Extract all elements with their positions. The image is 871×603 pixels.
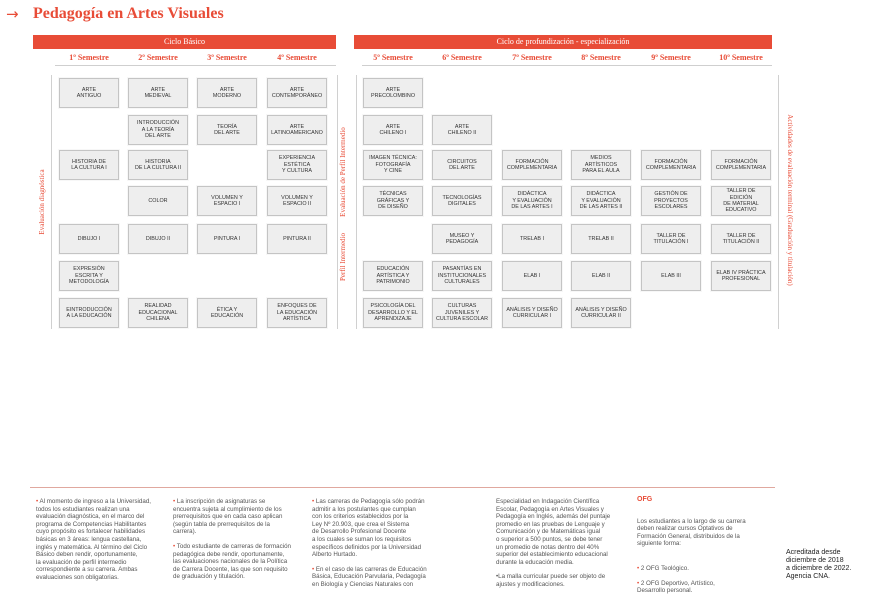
course-box: TECNOLOGÍAS DIGITALES <box>432 186 492 216</box>
footer-note-adjustments: •La malla curricular puede ser objeto de ajustes y modificaciones. <box>496 573 606 588</box>
semester-header-4: 4º Semestre <box>277 53 317 62</box>
course-box: ARTE CHILENO II <box>432 115 492 145</box>
ofg-description: Los estudiantes a lo largo de su carrera deben realizar cursos Optativos de Formación General, distribuidos de la siguiente forma: <box>637 517 746 548</box>
course-box: EXPERIENCIA ESTÉTICA Y CULTURA <box>267 150 327 180</box>
course-box: HISTORIA DE LA CULTURA II <box>128 150 188 180</box>
course-box: FORMACIÓN COMPLEMENTARIA <box>711 150 771 180</box>
footer-col-2 <box>173 498 301 588</box>
course-box: ELAB III <box>641 261 701 291</box>
course-box: ÉTICA Y EDUCACIÓN <box>197 298 257 328</box>
right-guide-line <box>778 75 779 329</box>
footer-note-diagnostic: • Al momento de ingreso a la Universidad, todos los estudiantes realizan una evaluación diagnóstica, en el marco del programa de Competencias Habilitantes cuyo propósito es fortalecer habilidades básicas en 3 áreas: lengua castellana, inglés y matemática. Al término del Ciclo Básico deben rendir, oportunamente, la evaluación de perfil intermedio correspondiente a su carrera. Ambas evaluaciones son obligatorias. <box>36 498 151 581</box>
course-box: TALLER DE TITULACIÓN II <box>711 224 771 254</box>
course-box: TALLER DE TITULACIÓN I <box>641 224 701 254</box>
course-box: ARTE MEDIEVAL <box>128 78 188 108</box>
semester-header-5: 5º Semestre <box>373 53 413 62</box>
course-box: DIBUJO II <box>128 224 188 254</box>
course-box: PSICOLOGÍA DEL DESARROLLO Y EL APRENDIZAJE <box>363 298 423 328</box>
diagnostic-eval-label: Evaluación diagnóstica <box>38 169 46 235</box>
semester-divider-basic <box>55 65 336 66</box>
course-box: TRELAB I <box>502 224 562 254</box>
semester-header-2: 2º Semestre <box>138 53 178 62</box>
footer-note-prerequisites: • La inscripción de asignaturas se encuentra sujeta al cumplimiento de los prerrequisitos que en cada caso aplican (según tabla de prerrequisitos de la carrera). <box>173 498 283 536</box>
ofg-item-theological: • 2 OFG Teológico. <box>637 564 689 572</box>
course-box: GESTIÓN DE PROYECTOS ESCOLARES <box>641 186 701 216</box>
course-box: ARTE PRECOLOMBINO <box>363 78 423 108</box>
mid-guide-line-a <box>337 75 338 329</box>
course-box: VOLUMEN Y ESPACIO II <box>267 186 327 216</box>
footer-note-special-cases: • En el caso de las carreras de Educación Básica, Educación Parvularia, Pedagogía en Biología y Ciencias Naturales con <box>312 565 427 588</box>
course-box: ELAB II <box>571 261 631 291</box>
course-box: IMAGEN TÉCNICA: FOTOGRAFÍA Y CINE <box>363 150 423 180</box>
semester-header-6: 6º Semestre <box>442 53 482 62</box>
course-box: MUSEO Y PEDAGOGÍA <box>432 224 492 254</box>
course-box: DIDÁCTICA Y EVALUACIÓN DE LAS ARTES II <box>571 186 631 216</box>
course-box: PINTURA II <box>267 224 327 254</box>
course-box: ARTE ANTIGUO <box>59 78 119 108</box>
terminal-eval-label: Actividades de evaluación terminal (Graduación y titulación) <box>786 114 794 286</box>
course-box: ARTE MODERNO <box>197 78 257 108</box>
arrow-right-icon: → <box>6 5 19 23</box>
profile-label: Perfil Intermedio <box>339 233 347 282</box>
course-box: REALIDAD EDUCACIONAL CHILENA <box>128 298 188 328</box>
course-box: ARTE CONTEMPORÁNEO <box>267 78 327 108</box>
course-box: ELAB IV PRÁCTICA PROFESIONAL <box>711 261 771 291</box>
semester-header-9: 9º Semestre <box>651 53 691 62</box>
footer-divider <box>30 487 775 488</box>
semester-header-1: 1º Semestre <box>69 53 109 62</box>
course-box: EXPRESIÓN ESCRITA Y METODOLOGÍA <box>59 261 119 291</box>
course-box: FORMACIÓN COMPLEMENTARIA <box>641 150 701 180</box>
course-box: CULTURAS JUVENILES Y CULTURA ESCOLAR <box>432 298 492 328</box>
course-box: ENFOQUES DE LA EDUCACIÓN ARTÍSTICA <box>267 298 327 328</box>
course-box: CIRCUITOS DEL ARTE <box>432 150 492 180</box>
footer-col-3 <box>312 498 440 596</box>
course-box: ARTE LATINOAMERICANO <box>267 115 327 145</box>
footer-note-admission: • Las carreras de Pedagogía sólo podrán admitir a los postulantes que cumplan con los criterios establecidos por la Ley Nº 20.903, que crea el Sistema de Desarrollo Profesional Docente a los cuales se suman los requisitos específicos definidos por la Universidad Alberto Hurtado. <box>312 498 425 559</box>
course-box: MEDIOS ARTÍSTICOS PARA EL AULA <box>571 150 631 180</box>
ofg-item-sports: • 2 OFG Deportivo, Artístico, Desarrollo personal. <box>637 579 715 595</box>
course-box: EDUCACIÓN ARTÍSTICA Y PATRIMONIO <box>363 261 423 291</box>
course-box: COLOR <box>128 186 188 216</box>
mid-guide-line-b <box>356 75 357 329</box>
ofg-title: OFG <box>637 496 653 503</box>
course-box: TÉCNICAS GRÁFICAS Y DE DISEÑO <box>363 186 423 216</box>
course-box: INTRODUCCIÓN A LA TEORÍA DEL ARTE <box>128 115 188 145</box>
profile-eval-label: Evaluación de Perfil Intermedio <box>339 127 347 217</box>
semester-header-8: 8º Semestre <box>581 53 621 62</box>
left-guide-line <box>51 75 52 329</box>
footer-col-1 <box>36 498 164 589</box>
course-box: DIDÁCTICA Y EVALUACIÓN DE LAS ARTES I <box>502 186 562 216</box>
course-box: TRELAB II <box>571 224 631 254</box>
semester-header-10: 10º Semestre <box>719 53 763 62</box>
course-box: ARTE CHILENO I <box>363 115 423 145</box>
semester-divider-professional <box>362 65 772 66</box>
cycle-professional-band: Ciclo de profundización - especialización <box>354 35 772 49</box>
course-box: DIBUJO I <box>59 224 119 254</box>
accreditation-note: Acreditada desde diciembre de 2018 a diciembre de 2022. Agencia CNA. <box>786 549 852 580</box>
course-box: VOLUMEN Y ESPACIO I <box>197 186 257 216</box>
ofg-body <box>637 510 767 603</box>
course-box: PINTURA I <box>197 224 257 254</box>
course-box: ELAB I <box>502 261 562 291</box>
footer-note-specialty: Especialidad en Indagación Científica Escolar, Pedagogía en Artes Visuales y Pedagogía en Inglés, además del puntaje promedio en las pruebas de Lenguaje y Comunicación y de Matemáticas igual o superior a 500 puntos, se debe tener un promedio de notas dentro del 40% superior del establecimiento educacional durante la educación media. <box>496 498 611 566</box>
course-box: TEORÍA DEL ARTE <box>197 115 257 145</box>
page-title: Pedagogía en Artes Visuales <box>33 5 224 22</box>
course-box: PASANTÍAS EN INSTITUCIONALES CULTURALES <box>432 261 492 291</box>
course-box: ANÁLISIS Y DISEÑO CURRICULAR I <box>502 298 562 328</box>
course-box: FORMACIÓN COMPLEMENTARIA <box>502 150 562 180</box>
course-box: EINTRODUCCIÓN A LA EDUCACIÓN <box>59 298 119 328</box>
footer-col-4 <box>496 498 626 596</box>
footer-note-national-eval: • Todo estudiante de carreras de formación pedagógica debe rendir, oportunamente, las evaluaciones nacionales de la Política de Carrera Docente, las que son requisito de graduación y titulación. <box>173 542 291 581</box>
cycle-basic-band: Ciclo Básico <box>33 35 336 49</box>
semester-header-3: 3º Semestre <box>207 53 247 62</box>
semester-header-7: 7º Semestre <box>512 53 552 62</box>
course-box: TALLER DE EDICIÓN DE MATERIAL EDUCATIVO <box>711 186 771 216</box>
course-box: ANÁLISIS Y DISEÑO CURRICULAR II <box>571 298 631 328</box>
course-box: HISTORIA DE LA CULTURA I <box>59 150 119 180</box>
